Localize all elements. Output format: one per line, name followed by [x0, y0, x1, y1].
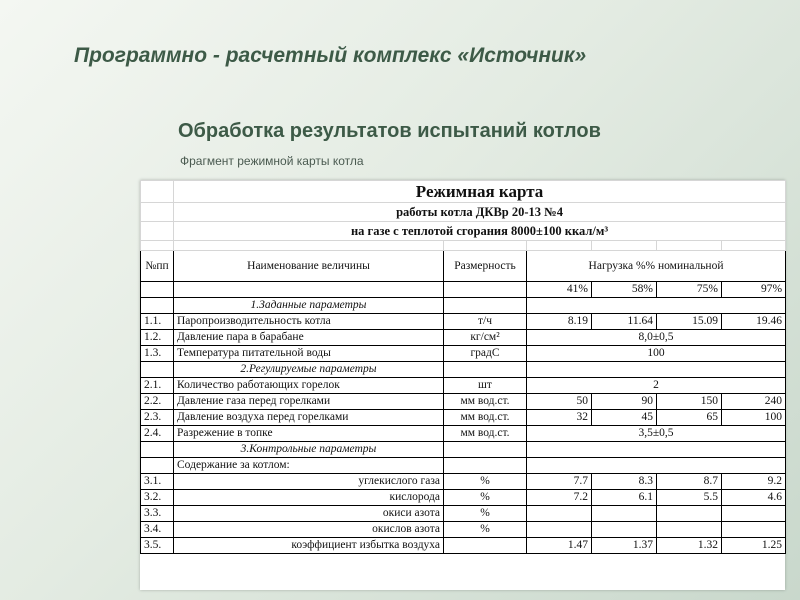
row-number [141, 362, 174, 378]
cell-value: 8.19 [527, 314, 592, 330]
row-number: 2.1. [141, 378, 174, 394]
row-number: 3.2. [141, 490, 174, 506]
cell-value: 100 [722, 410, 786, 426]
cell-value [722, 506, 786, 522]
col-load-header: Нагрузка %% номинальной [527, 251, 786, 282]
cell-value: 5.5 [657, 490, 722, 506]
table-row [141, 490, 786, 506]
cell-value [722, 522, 786, 538]
cell-value: 1.25 [722, 538, 786, 554]
col-name-header: Наименование величины [174, 251, 444, 282]
cell-value [657, 506, 722, 522]
row-number [141, 458, 174, 474]
merged-value: 100 [527, 346, 786, 362]
cell-value: 7.7 [527, 474, 592, 490]
row-number: 2.2. [141, 394, 174, 410]
row-name: Давление пара в барабане [174, 330, 444, 346]
row-name: коэффициент избытка воздуха [174, 538, 444, 554]
cell-value [527, 522, 592, 538]
load-value: 41% [527, 282, 592, 298]
row-unit [444, 458, 527, 474]
empty-cell [527, 458, 786, 474]
table-row [141, 410, 786, 426]
table-row [141, 378, 786, 394]
row-number: 3.4. [141, 522, 174, 538]
row-name: окиси азота [174, 506, 444, 522]
row-unit: % [444, 522, 527, 538]
cell-value: 50 [527, 394, 592, 410]
row-name: Давление газа перед горелками [174, 394, 444, 410]
cell-value: 240 [722, 394, 786, 410]
row-number: 3.5. [141, 538, 174, 554]
cell-value: 15.09 [657, 314, 722, 330]
cell-value: 1.32 [657, 538, 722, 554]
regime-card-table [140, 180, 786, 554]
row-number: 3.3. [141, 506, 174, 522]
cell-value: 4.6 [722, 490, 786, 506]
section-row [141, 298, 786, 314]
empty-cell [527, 298, 786, 314]
cell-value: 11.64 [592, 314, 657, 330]
load-value: 75% [657, 282, 722, 298]
empty-cell [527, 362, 786, 378]
cell-value: 45 [592, 410, 657, 426]
merged-value: 3,5±0,5 [527, 426, 786, 442]
row-number [141, 298, 174, 314]
cell-value: 65 [657, 410, 722, 426]
row-unit [444, 442, 527, 458]
row-unit: кг/см² [444, 330, 527, 346]
empty-cell [527, 442, 786, 458]
load-value: 58% [592, 282, 657, 298]
section-label: 2.Регулируемые параметры [174, 362, 444, 378]
cell-value: 32 [527, 410, 592, 426]
row-name: Давление воздуха перед горелками [174, 410, 444, 426]
row-unit: мм вод.ст. [444, 426, 527, 442]
row-number [141, 442, 174, 458]
row-name: Температура питательной воды [174, 346, 444, 362]
card-subtitle: работы котла ДКВр 20-13 №4 [174, 203, 786, 222]
title-row-3 [141, 222, 786, 241]
section-row [141, 362, 786, 378]
row-number: 1.1. [141, 314, 174, 330]
card-fuel-line: на газе с теплотой сгорания 8000±100 ккал/м³ [174, 222, 786, 241]
cell-value [527, 506, 592, 522]
row-name: Содержание за котлом: [174, 458, 444, 474]
card-title: Режимная карта [174, 181, 786, 203]
load-value: 97% [722, 282, 786, 298]
cell-value: 1.37 [592, 538, 657, 554]
merged-value: 8,0±0,5 [527, 330, 786, 346]
row-name: Паропроизводительность котла [174, 314, 444, 330]
sub-title: Обработка результатов испытаний котлов [178, 120, 601, 142]
row-name: углекислого газа [174, 474, 444, 490]
row-number: 3.1. [141, 474, 174, 490]
row-name: окислов азота [174, 522, 444, 538]
row-unit: т/ч [444, 314, 527, 330]
caption: Фрагмент режимной карты котла [180, 154, 364, 168]
row-unit: мм вод.ст. [444, 394, 527, 410]
row-unit: мм вод.ст. [444, 410, 527, 426]
row-unit [444, 298, 527, 314]
row-number: 1.2. [141, 330, 174, 346]
table-row [141, 538, 786, 554]
cell-value: 150 [657, 394, 722, 410]
table-row [141, 506, 786, 522]
col-unit-header: Размерность [444, 251, 527, 282]
cell-value: 19.46 [722, 314, 786, 330]
section-label: 3.Контрольные параметры [174, 442, 444, 458]
title-row-2 [141, 203, 786, 222]
cell-value: 8.7 [657, 474, 722, 490]
load-values-row [141, 282, 786, 298]
row-name: Разрежение в топке [174, 426, 444, 442]
cell-value: 7.2 [527, 490, 592, 506]
section-row [141, 442, 786, 458]
row-number: 2.3. [141, 410, 174, 426]
row-unit: % [444, 490, 527, 506]
table-row [141, 394, 786, 410]
cell-value: 90 [592, 394, 657, 410]
row-unit: градС [444, 346, 527, 362]
cell-value [592, 506, 657, 522]
spacer-row [141, 241, 786, 251]
section-label: 1.Заданные параметры [174, 298, 444, 314]
table-row [141, 474, 786, 490]
table-row [141, 330, 786, 346]
table-row [141, 458, 786, 474]
column-header-row [141, 251, 786, 282]
row-number: 1.3. [141, 346, 174, 362]
cell-value: 9.2 [722, 474, 786, 490]
main-title: Программно - расчетный комплекс «Источник» [74, 44, 587, 67]
row-unit: % [444, 506, 527, 522]
cell-value: 6.1 [592, 490, 657, 506]
cell-value: 8.3 [592, 474, 657, 490]
table-row [141, 426, 786, 442]
title-row-1 [141, 181, 786, 203]
col-num-header: №пп [141, 251, 174, 282]
row-number: 2.4. [141, 426, 174, 442]
cell-value [657, 522, 722, 538]
table-row [141, 314, 786, 330]
row-unit: шт [444, 378, 527, 394]
row-unit [444, 362, 527, 378]
cell-value: 1.47 [527, 538, 592, 554]
row-name: кислорода [174, 490, 444, 506]
table-row [141, 522, 786, 538]
cell-value [592, 522, 657, 538]
merged-value: 2 [527, 378, 786, 394]
row-unit [444, 538, 527, 554]
row-unit: % [444, 474, 527, 490]
table-row [141, 346, 786, 362]
regime-card-sheet [140, 180, 785, 590]
row-name: Количество работающих горелок [174, 378, 444, 394]
